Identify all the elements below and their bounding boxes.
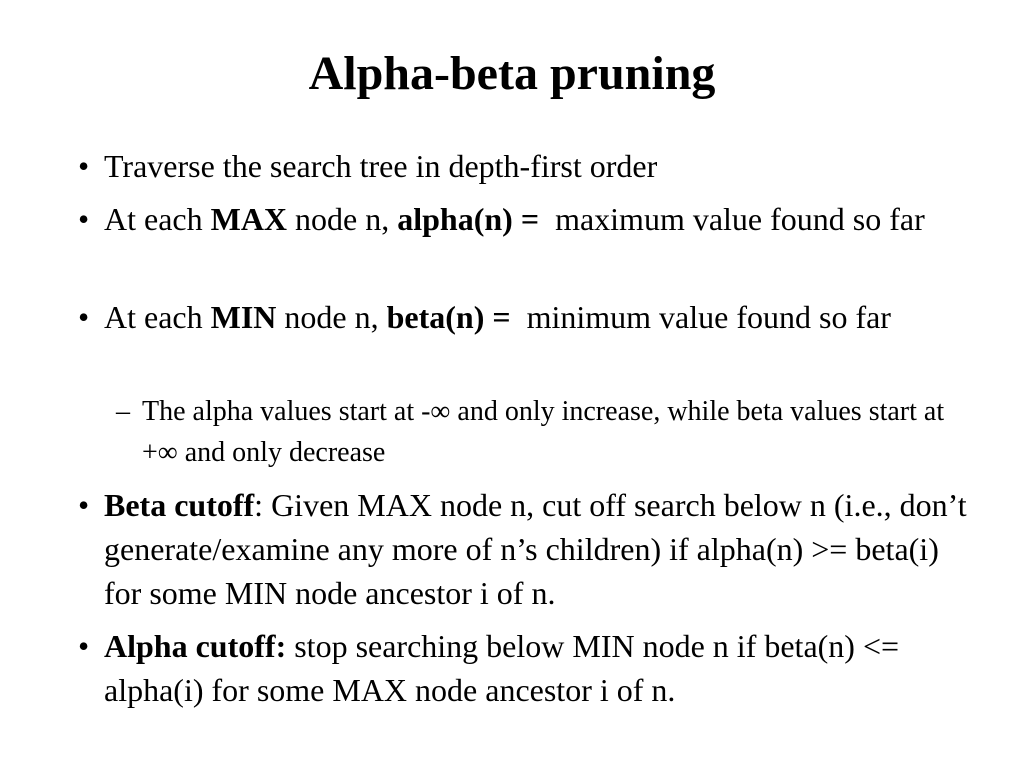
- term-beta: beta(n): [386, 299, 485, 335]
- bullet-max-alpha: [78, 197, 978, 241]
- bullet-beta-cutoff: [78, 483, 978, 615]
- slide-title: Alpha-beta pruning: [308, 47, 716, 100]
- bullet-text: [104, 197, 978, 241]
- subbullet-infinity-bounds: [116, 391, 946, 473]
- dash-marker: –: [116, 396, 130, 427]
- subbullet-text-plain: The alpha values start at -∞ and only increase, while beta values start at +∞ and only decrease: [142, 396, 945, 468]
- term-beta-cutoff: Beta cutoff: [104, 487, 255, 523]
- bullet-marker: •: [78, 487, 90, 523]
- bullet-text: [104, 483, 978, 615]
- text-post: minimum value found so far: [510, 299, 891, 335]
- text-post: stop searching below MIN node n if beta(n) <= alpha(i) for some MAX node ancestor i of n.: [104, 628, 900, 708]
- bullet-marker: •: [78, 201, 90, 237]
- bullet-marker: •: [78, 148, 90, 184]
- bullet-text: [104, 295, 978, 339]
- bullet-text: [104, 144, 978, 188]
- text-post: : Given MAX node n, cut off search below n (i.e., don’t generate/examine any more of n’s children) if alpha(n) >= beta(i) for some MIN node ancestor i of n.: [104, 487, 967, 611]
- bullet-depth-first: [78, 144, 978, 188]
- equals-sign: =: [484, 299, 511, 335]
- bullet-text: [104, 624, 978, 712]
- term-alpha-cutoff: Alpha cutoff:: [104, 628, 287, 664]
- text-mid: node n,: [276, 299, 387, 335]
- text-mid: node n,: [287, 201, 398, 237]
- term-min: MIN: [210, 299, 277, 335]
- text-post: maximum value found so far: [539, 201, 925, 237]
- bullet-text-plain: Traverse the search tree in depth-first order: [104, 148, 658, 184]
- bullet-marker: •: [78, 299, 90, 335]
- subbullet-text: [142, 391, 946, 473]
- term-max: MAX: [210, 201, 288, 237]
- text-pre: At each: [104, 201, 211, 237]
- bullet-alpha-cutoff: [78, 624, 978, 712]
- term-alpha: alpha(n): [397, 201, 513, 237]
- text-pre: At each: [104, 299, 211, 335]
- equals-sign: =: [512, 201, 540, 237]
- bullet-marker: •: [78, 628, 90, 664]
- bullet-min-beta: [78, 295, 978, 339]
